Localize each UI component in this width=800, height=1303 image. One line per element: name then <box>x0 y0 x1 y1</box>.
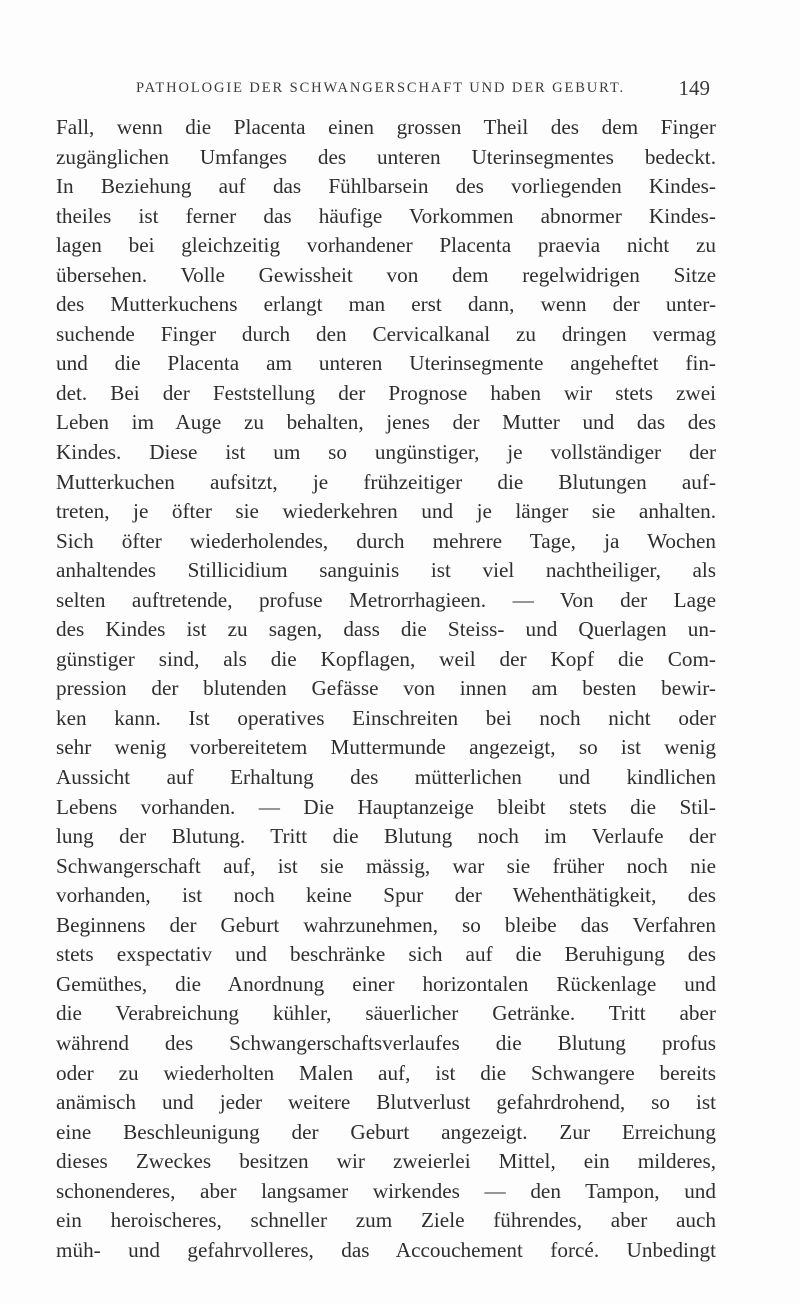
text-line: selten auftretende, profuse Metrorrhagieen. — Von der Lage <box>56 587 716 612</box>
running-head <box>136 78 710 102</box>
text-line: ken kann. Ist operatives Einschreiten bei noch nicht oder <box>56 705 716 730</box>
text-line: vorhanden, ist noch keine Spur der Wehenthätigkeit, des <box>56 883 716 908</box>
text-line: lagen bei gleichzeitig vorhandener Placenta praevia nicht zu <box>56 233 716 258</box>
text-line: dieses Zweckes besitzen wir zweierlei Mittel, ein milderes, <box>56 1149 716 1174</box>
text-line: die Verabreichung kühler, säuerlicher Getränke. Tritt aber <box>56 1001 716 1026</box>
text-line: günstiger sind, als die Kopflagen, weil der Kopf die Com- <box>56 646 716 671</box>
text-line: oder zu wiederholten Malen auf, ist die Schwangere bereits <box>56 1060 716 1085</box>
text-line: treten, je öfter sie wiederkehren und je länger sie anhalten. <box>56 499 716 524</box>
text-line: Gemüthes, die Anordnung einer horizontalen Rückenlage und <box>56 971 716 996</box>
text-line: Leben im Auge zu behalten, jenes der Mutter und das des <box>56 410 716 435</box>
text-line: anämisch und jeder weitere Blutverlust gefahrdrohend, so ist <box>56 1090 716 1115</box>
text-line: det. Bei der Feststellung der Prognose haben wir stets zwei <box>56 380 716 405</box>
text-line: während des Schwangerschaftsverlaufes die Blutung profus <box>56 1030 716 1055</box>
text-line: Kindes. Diese ist um so ungünstiger, je vollständiger der <box>56 440 716 465</box>
text-line: schonenderes, aber langsamer wirkendes — den Tampon, und <box>56 1178 716 1203</box>
text-line: Sich öfter wiederholendes, durch mehrere Tage, ja Wochen <box>56 528 716 553</box>
running-title: PATHOLOGIE DER SCHWANGERSCHAFT UND DER GEBURT. <box>136 80 626 96</box>
text-line: zugänglichen Umfanges des unteren Uterinsegmentes bedeckt. <box>56 144 716 169</box>
body-text <box>56 113 716 1265</box>
text-line: Beginnens der Geburt wahrzunehmen, so bleibe das Verfahren <box>56 912 716 937</box>
text-line: des Kindes ist zu sagen, dass die Steiss- und Querlagen un- <box>56 617 716 642</box>
text-line: übersehen. Volle Gewissheit von dem regelwidrigen Sitze <box>56 262 716 287</box>
text-line: stets exspectativ und beschränke sich auf die Beruhigung des <box>56 942 716 967</box>
text-line: lung der Blutung. Tritt die Blutung noch im Verlaufe der <box>56 824 716 849</box>
page-number: 149 <box>678 76 710 100</box>
text-line: pression der blutenden Gefässe von innen am besten bewir- <box>56 676 716 701</box>
text-line: In Beziehung auf das Fühlbarsein des vorliegenden Kindes- <box>56 174 716 199</box>
text-line: eine Beschleunigung der Geburt angezeigt. Zur Erreichung <box>56 1119 716 1144</box>
text-line: suchende Finger durch den Cervicalkanal zu dringen vermag <box>56 321 716 346</box>
text-line: anhaltendes Stillicidium sanguinis ist viel nachtheiliger, als <box>56 558 716 583</box>
text-line: theiles ist ferner das häufige Vorkommen abnormer Kindes- <box>56 203 716 228</box>
text-line: Schwangerschaft auf, ist sie mässig, war sie früher noch nie <box>56 853 716 878</box>
text-line: Aussicht auf Erhaltung des mütterlichen und kindlichen <box>56 765 716 790</box>
text-line: Lebens vorhanden. — Die Hauptanzeige bleibt stets die Stil- <box>56 794 716 819</box>
text-line: und die Placenta am unteren Uterinsegmente angeheftet fin- <box>56 351 716 376</box>
text-line: Mutterkuchen aufsitzt, je frühzeitiger die Blutungen auf- <box>56 469 716 494</box>
text-line: ein heroischeres, schneller zum Ziele führendes, aber auch <box>56 1208 716 1233</box>
text-line: müh- und gefahrvolleres, das Accouchement forcé. Unbedingt <box>56 1237 716 1262</box>
text-line: Fall, wenn die Placenta einen grossen Theil des dem Finger <box>56 115 716 139</box>
text-line: des Mutterkuchens erlangt man erst dann, wenn der unter- <box>56 292 716 317</box>
text-line: sehr wenig vorbereitetem Muttermunde angezeigt, so ist wenig <box>56 735 716 760</box>
